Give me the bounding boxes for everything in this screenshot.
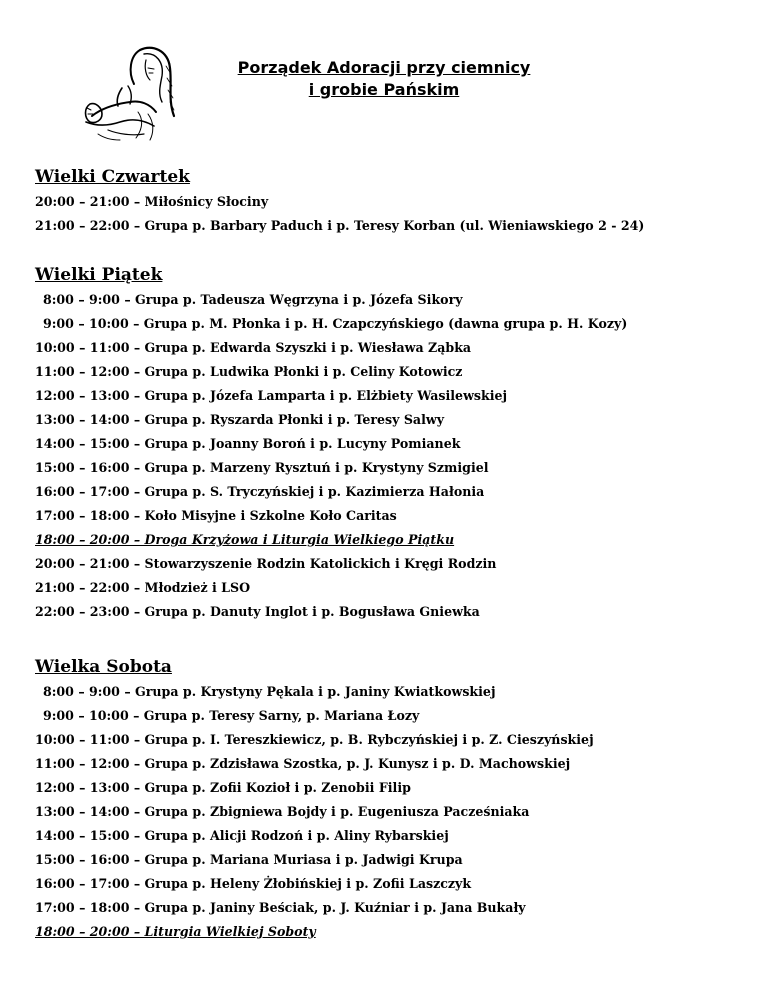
schedule-row: 21:00 – 22:00 – Grupa p. Barbary Paduch i p. Teresy Korban (ul. Wieniawskiego 2 - 24) [35,218,645,233]
schedule-row: 14:00 – 15:00 – Grupa p. Joanny Boroń i p. Lucyny Pomianek [35,436,461,451]
section-wielki-czwartek [35,164,755,238]
schedule-row: 13:00 – 14:00 – Grupa p. Ryszarda Płonki i p. Teresy Salwy [35,412,445,427]
schedule-row: 16:00 – 17:00 – Grupa p. Heleny Żłobińskiej i p. Zofii Laszczyk [35,876,472,891]
schedule-row: 20:00 – 21:00 – Stowarzyszenie Rodzin Katolickich i Kręgi Rodzin [35,556,497,571]
schedule-row: 20:00 – 21:00 – Miłośnicy Słociny [35,194,269,209]
schedule-row: 8:00 – 9:00 – Grupa p. Krystyny Pękala i p. Janiny Kwiatkowskiej [43,684,496,699]
schedule-row: 13:00 – 14:00 – Grupa p. Zbigniewa Bojdy i p. Eugeniusza Pacześniaka [35,804,530,819]
schedule-row: 16:00 – 17:00 – Grupa p. S. Tryczyńskiej i p. Kazimierza Hałonia [35,484,485,499]
document-title [0,57,768,101]
schedule-row: 11:00 – 12:00 – Grupa p. Ludwika Płonki i p. Celiny Kotowicz [35,364,463,379]
schedule-row: 12:00 – 13:00 – Grupa p. Józefa Lamparta i p. Elżbiety Wasilewskiej [35,388,508,403]
section-title: Wielki Czwartek [35,167,190,187]
schedule-row: 21:00 – 22:00 – Młodzież i LSO [35,580,251,595]
schedule-row: 10:00 – 11:00 – Grupa p. I. Tereszkiewicz, p. B. Rybczyńskiej i p. Z. Cieszyńskiej [35,732,594,747]
schedule-row: 15:00 – 16:00 – Grupa p. Mariana Muriasa i p. Jadwigi Krupa [35,852,463,867]
schedule-row: 12:00 – 13:00 – Grupa p. Zofii Kozioł i p. Zenobii Filip [35,780,411,795]
section-wielka-sobota [35,654,755,944]
schedule-row: 9:00 – 10:00 – Grupa p. Teresy Sarny, p. Mariana Łozy [43,708,420,723]
schedule-row: 17:00 – 18:00 – Koło Misyjne i Szkolne Koło Caritas [35,508,397,523]
schedule-row: 11:00 – 12:00 – Grupa p. Zdzisława Szostka, p. J. Kunysz i p. D. Machowskiej [35,756,571,771]
schedule-row: 17:00 – 18:00 – Grupa p. Janiny Beściak, p. J. Kuźniar i p. Jana Bukały [35,900,526,915]
liturgy-row: 18:00 – 20:00 – Droga Krzyżowa i Liturgia Wielkiego Piątku [35,532,455,547]
schedule-row: 9:00 – 10:00 – Grupa p. M. Płonka i p. H. Czapczyńskiego (dawna grupa p. H. Kozy) [43,316,628,331]
liturgy-row: 18:00 – 20:00 – Liturgia Wielkiej Soboty [35,924,316,939]
schedule-row: 10:00 – 11:00 – Grupa p. Edwarda Szyszki i p. Wiesława Ząbka [35,340,472,355]
title-line-1: Porządek Adoracji przy ciemnicy [237,58,531,77]
title-line-2: i grobie Pańskim [308,80,460,99]
section-title: Wielki Piątek [35,265,163,285]
schedule-row: 14:00 – 15:00 – Grupa p. Alicji Rodzoń i p. Aliny Rybarskiej [35,828,449,843]
section-wielki-piatek [35,262,755,624]
schedule-row: 8:00 – 9:00 – Grupa p. Tadeusza Węgrzyna i p. Józefa Sikory [43,292,463,307]
section-title: Wielka Sobota [35,657,172,677]
schedule-row: 22:00 – 23:00 – Grupa p. Danuty Inglot i p. Bogusława Gniewka [35,604,480,619]
schedule-row: 15:00 – 16:00 – Grupa p. Marzeny Rysztuń i p. Krystyny Szmigiel [35,460,489,475]
